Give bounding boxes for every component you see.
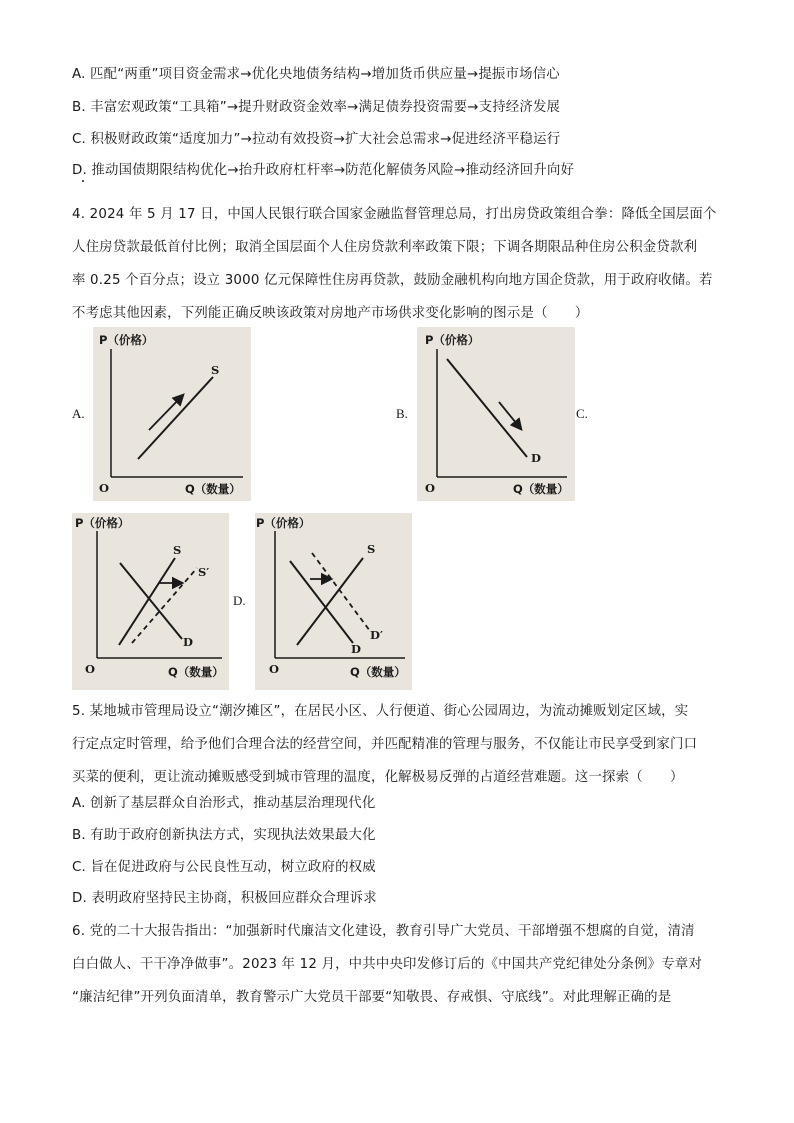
q6-stem-line: 6. 党的二十大报告指出：“加强新时代廉洁文化建设，教育引导广大党员、干部增强不想腐的自觉，清清 <box>72 924 695 939</box>
graph-d-supply-curve <box>297 558 363 645</box>
graph-a-s-label: S <box>211 363 220 377</box>
q5-option-c: C. 旨在促进政府与公民良性互动，树立政府的权威 <box>72 860 376 875</box>
graph-c <box>72 513 229 690</box>
graph-b-shift-arrow <box>499 402 521 429</box>
graph-d-x-label: Q（数量） <box>350 665 406 679</box>
graph-c-d-label: D <box>183 635 193 649</box>
q4-stem-line: 4. 2024 年 5 月 17 日，中国人民银行联合国家金融监督管理总局，打出房贷政策组合拳：降低全国层面个 <box>72 207 717 222</box>
graph-c-y-label: P（价格） <box>75 516 130 530</box>
graph-b-demand-curve <box>447 359 527 457</box>
q4-label-a: A. <box>72 406 85 421</box>
graph-a-origin: O <box>99 481 110 495</box>
q5-stem-line: 买菜的便利，更让流动摊贩感受到城市管理的温度，化解极易反弹的占道经营难题。这一探索（ ） <box>72 770 684 785</box>
q6-stem <box>72 915 722 1014</box>
q3-option-a: A. 匹配“两重”项目资金需求→优化央地债务结构→增加货币供应量→提振市场信心 <box>72 67 560 82</box>
q4-stem <box>72 198 722 330</box>
graph-d-origin: O <box>269 662 280 676</box>
graph-a-x-label: Q（数量） <box>185 482 241 496</box>
stray-mark <box>82 180 84 182</box>
graph-b-x-label: Q（数量） <box>513 482 569 496</box>
graph-a-y-label: P（价格） <box>99 333 154 347</box>
graph-d-new-demand-curve <box>312 553 370 631</box>
graph-d <box>255 513 412 690</box>
q5-option-a: A. 创新了基层群众自治形式，推动基层治理现代化 <box>72 796 376 811</box>
graph-c-origin: O <box>85 662 96 676</box>
graph-a-shift-arrow <box>149 395 183 430</box>
q4-label-b: B. <box>396 406 408 421</box>
q4-stem-line: 不考虑其他因素，下列能正确反映该政策对房地产市场供求变化影响的图示是（ ） <box>72 306 589 321</box>
graph-d-demand-curve <box>290 561 353 643</box>
graph-c-s-prime-label: S′ <box>198 565 210 579</box>
graph-d-s-label: S <box>367 542 376 556</box>
q5-stem-line: 行定点定时管理，给予他们合理合法的经营空间，并匹配精准的管理与服务，不仅能让市民享受到家门口 <box>72 737 698 752</box>
q5-option-d: D. 表明政府坚持民主协商，积极回应群众合理诉求 <box>72 891 377 906</box>
graph-a <box>93 327 251 501</box>
q6-stem-line: 白白做人、干干净净做事”。2023 年 12 月，中共中央印发修订后的《中国共产党纪律处分条例》专章对 <box>72 957 703 972</box>
q6-stem-line: “廉洁纪律”开列负面清单，教育警示广大党员干部要“知敬畏、存戒惧、守底线”。对此理解正确的是 <box>72 990 672 1005</box>
graph-c-svg <box>72 513 229 690</box>
graph-a-supply-curve <box>138 377 213 459</box>
q3-option-d: D. 推动国债期限结构优化→抬升政府杠杆率→防范化解债务风险→推动经济回升向好 <box>72 163 575 178</box>
q4-stem-line: 率 0.25 个百分点；设立 3000 亿元保障性住房再贷款，鼓励金融机构向地方国企贷款，用于政府收储。若 <box>72 273 713 288</box>
graph-c-new-supply-curve <box>132 568 197 643</box>
q4-label-d: D. <box>233 593 246 608</box>
graph-b-y-label: P（价格） <box>425 333 480 347</box>
graph-b-svg <box>417 327 575 501</box>
graph-b <box>417 327 575 501</box>
q3-option-b: B. 丰富宏观政策“工具箱”→提升财政资金效率→满足债券投资需要→支持经济发展 <box>72 100 561 115</box>
graph-d-y-label: P（价格） <box>256 516 311 530</box>
graph-c-s-label: S <box>173 543 182 557</box>
graph-c-x-label: Q（数量） <box>168 665 224 679</box>
graph-a-svg <box>93 327 251 501</box>
graph-b-d-label: D <box>531 451 541 465</box>
q4-label-c: C. <box>576 406 588 421</box>
q4-stem-line: 人住房贷款最低首付比例；取消全国层面个人住房贷款利率政策下限；下调各期限品种住房公积金贷款利 <box>72 240 698 255</box>
graph-b-origin: O <box>425 481 436 495</box>
q5-stem <box>72 695 722 794</box>
graph-d-svg <box>255 513 412 690</box>
q5-stem-line: 5. 某地城市管理局设立“潮汐摊区”，在居民小区、人行便道、街心公园周边，为流动摊贩划定区域，实 <box>72 704 689 719</box>
graph-d-d-prime-label: D′ <box>370 628 384 642</box>
q5-option-b: B. 有助于政府创新执法方式，实现执法效果最大化 <box>72 828 376 843</box>
q3-option-c: C. 积极财政政策“适度加力”→拉动有效投资→扩大社会总需求→促进经济平稳运行 <box>72 132 561 147</box>
graph-d-d-label: D <box>351 642 361 656</box>
